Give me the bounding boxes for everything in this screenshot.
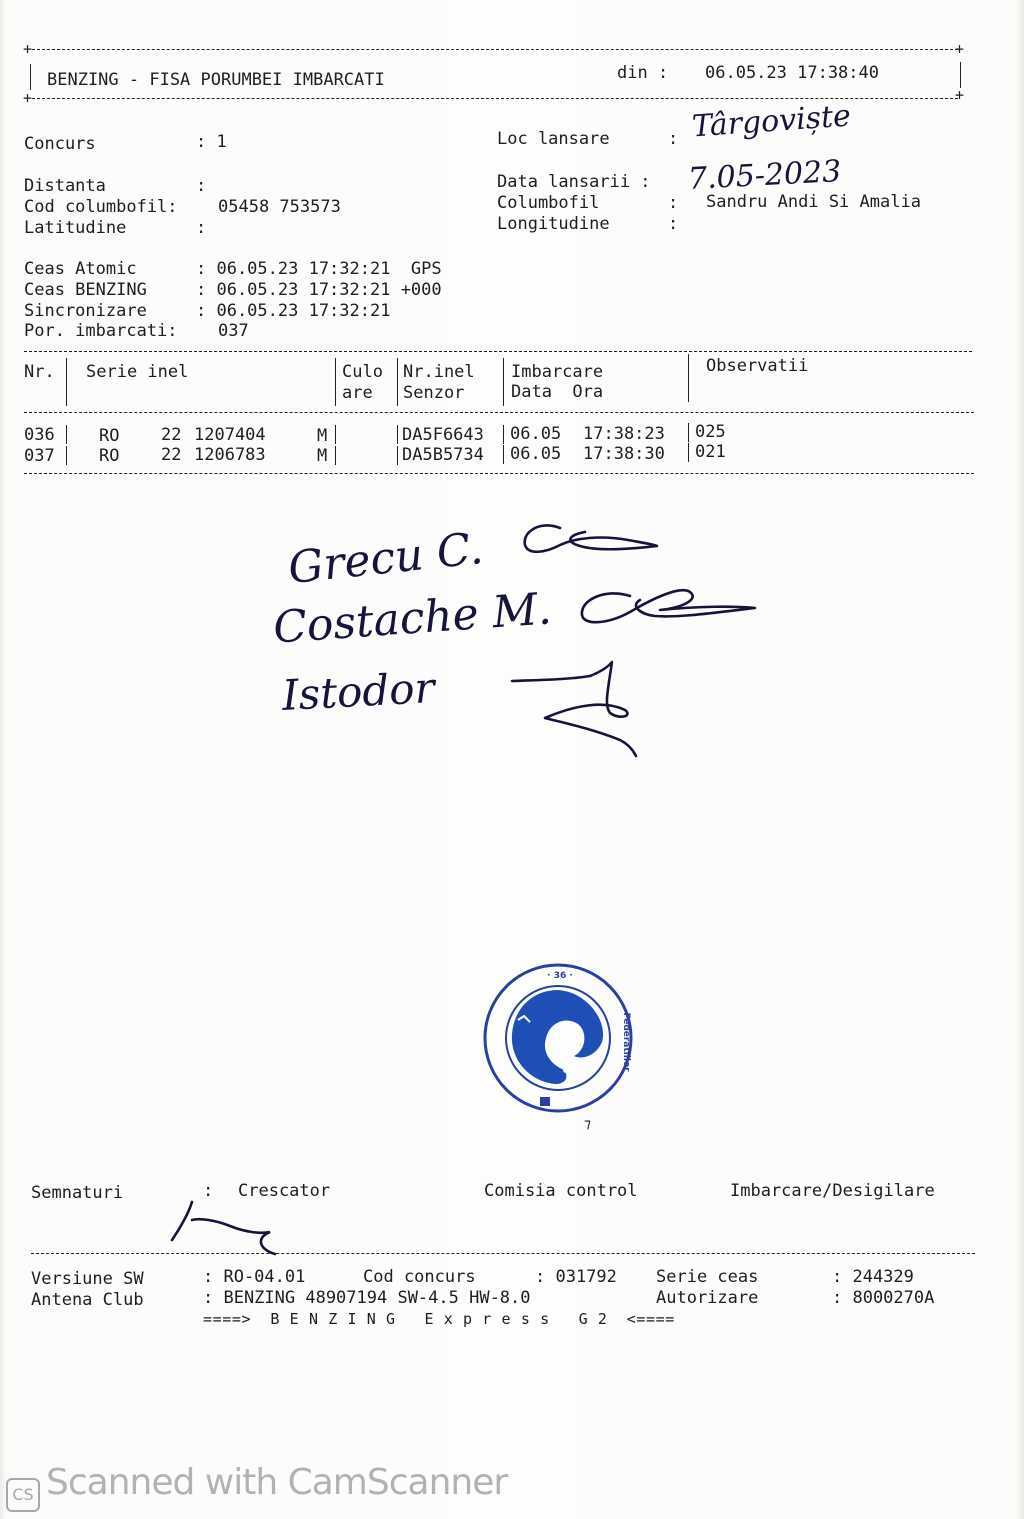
columbofil-label: Columbofil: [497, 193, 600, 213]
distanta-label: Distanta: [24, 176, 106, 196]
concurs-label: Concurs: [24, 134, 96, 154]
row-tara: RO: [99, 426, 120, 446]
svg-text:Federatiilor: Federatiilor: [621, 1012, 631, 1072]
header-corner-br: +: [955, 86, 965, 104]
versiune-sw-label: Versiune SW: [31, 1269, 144, 1289]
cod-concurs-label: Cod concurs: [363, 1267, 476, 1287]
header-nr-inel-1: Nr.inel: [403, 362, 475, 382]
handwritten-name-1: Grecu C.: [285, 522, 486, 595]
header-culoare-2: are: [342, 383, 373, 403]
serie-ceas-label: Serie ceas: [656, 1267, 759, 1287]
row-nr: 036: [24, 425, 55, 445]
header-corner-tl: +: [23, 40, 33, 58]
row-an: 22: [161, 425, 182, 445]
autorizare-label: Autorizare: [656, 1288, 759, 1308]
loc-lansare-colon: :: [668, 129, 679, 149]
imbarcare-desigilare-label: Imbarcare/Desigilare: [730, 1181, 935, 1201]
longitudine-colon: :: [668, 214, 679, 234]
por-imbarcati-value: 037: [218, 321, 249, 341]
cod-columbofil-value: 05458 753573: [218, 197, 341, 217]
crescator-label: Crescator: [238, 1181, 331, 1201]
longitudine-label: Longitudine: [497, 214, 610, 234]
sincronizare-value: : 06.05.23 17:32:21: [196, 301, 391, 321]
signature-1-icon: [525, 525, 657, 551]
header-imbarcare-1: Imbarcare: [511, 362, 604, 382]
row-ora: 17:38:23: [583, 424, 665, 444]
ceas-benzing-value: : 06.05.23 17:32:21 +000: [196, 280, 442, 300]
por-imbarcati-label: Por. imbarcati:: [24, 321, 178, 341]
handwritten-name-3: Istodor: [280, 663, 436, 720]
row-data: 06.05: [510, 444, 562, 464]
distanta-value: :: [196, 176, 207, 196]
row-obs: 021: [695, 442, 726, 462]
ceas-atomic-label: Ceas Atomic: [24, 259, 137, 279]
header-corner-tr: +: [955, 40, 965, 58]
federation-stamp-icon: [478, 960, 638, 1120]
row-inel: 1206783: [194, 445, 266, 465]
footer-separator: [31, 1253, 975, 1254]
signature-2-icon: [582, 590, 755, 622]
comisia-control-label: Comisia control: [484, 1181, 638, 1201]
row-data: 06.05: [510, 424, 562, 444]
ceas-atomic-value: : 06.05.23 17:32:21 GPS: [196, 259, 442, 279]
semnaturi-colon: :: [203, 1181, 214, 1201]
row-inel: 1207404: [194, 425, 266, 445]
header-title: BENZING - FISA PORUMBEI IMBARCATI: [47, 70, 385, 90]
cod-concurs-value: : 031792: [535, 1267, 617, 1287]
benzing-express-banner: ====> B E N Z I N G E x p r e s s G 2 <====: [203, 1310, 675, 1328]
row-senzor: DA5F6643: [402, 425, 484, 445]
latitudine-value: :: [196, 218, 207, 238]
row-ora: 17:38:30: [583, 444, 665, 464]
row-an: 22: [161, 445, 182, 465]
header-din-value: 06.05.23 17:38:40: [705, 63, 879, 83]
camscanner-watermark: [46, 1462, 507, 1503]
header-culoare-1: Culo: [342, 362, 383, 382]
cod-columbofil-label: Cod columbofil:: [24, 197, 178, 217]
header-din-label: din :: [617, 63, 669, 83]
header-imbarcare-2: Data Ora: [511, 382, 604, 402]
data-lansarii-label: Data lansarii :: [497, 172, 651, 192]
camscanner-logo-icon: CS: [6, 1478, 40, 1512]
header-observatii: Observatii: [706, 356, 809, 376]
row-sex: M: [317, 426, 328, 446]
sincronizare-label: Sincronizare: [24, 301, 147, 321]
signature-3-icon: [512, 662, 636, 756]
loc-lansare-handwritten: Târgoviște: [690, 98, 852, 145]
concurs-value: : 1: [196, 132, 227, 152]
autorizare-value: : 8000270A: [832, 1288, 935, 1308]
row-nr: 037: [24, 446, 55, 466]
ceas-benzing-label: Ceas BENZING: [24, 280, 147, 300]
row-tara: RO: [99, 446, 120, 466]
serie-ceas-value: : 244329: [832, 1267, 914, 1287]
antena-club-value: : BENZING 48907194 SW-4.5 HW-8.0: [203, 1288, 531, 1308]
antena-club-label: Antena Club: [31, 1290, 144, 1310]
loc-lansare-label: Loc lansare: [497, 129, 610, 149]
handwritten-name-2: Costache M.: [271, 583, 554, 654]
latitudine-label: Latitudine: [24, 218, 127, 238]
columbofil-colon: :: [668, 193, 679, 213]
header-serie-inel: Serie inel: [86, 362, 189, 382]
stamp-mark: ⁊: [584, 1116, 591, 1132]
row-obs: 025: [695, 422, 726, 442]
row-senzor: DA5B5734: [402, 445, 484, 465]
semnaturi-label: Semnaturi: [31, 1183, 124, 1203]
header-nr-inel-2: Senzor: [403, 383, 465, 403]
row-sex: M: [317, 446, 328, 466]
versiune-sw-value: : RO-04.01: [203, 1267, 306, 1287]
data-lansarii-handwritten: 7.05-2023: [687, 154, 843, 197]
columbofil-value: Sandru Andi Si Amalia: [706, 192, 921, 212]
svg-text:· 36 ·: · 36 ·: [547, 971, 573, 981]
camscanner-watermark-text: Scanned with CamScanner: [46, 1462, 508, 1503]
header-corner-bl: +: [23, 89, 33, 107]
header-nr: Nr.: [24, 362, 55, 382]
